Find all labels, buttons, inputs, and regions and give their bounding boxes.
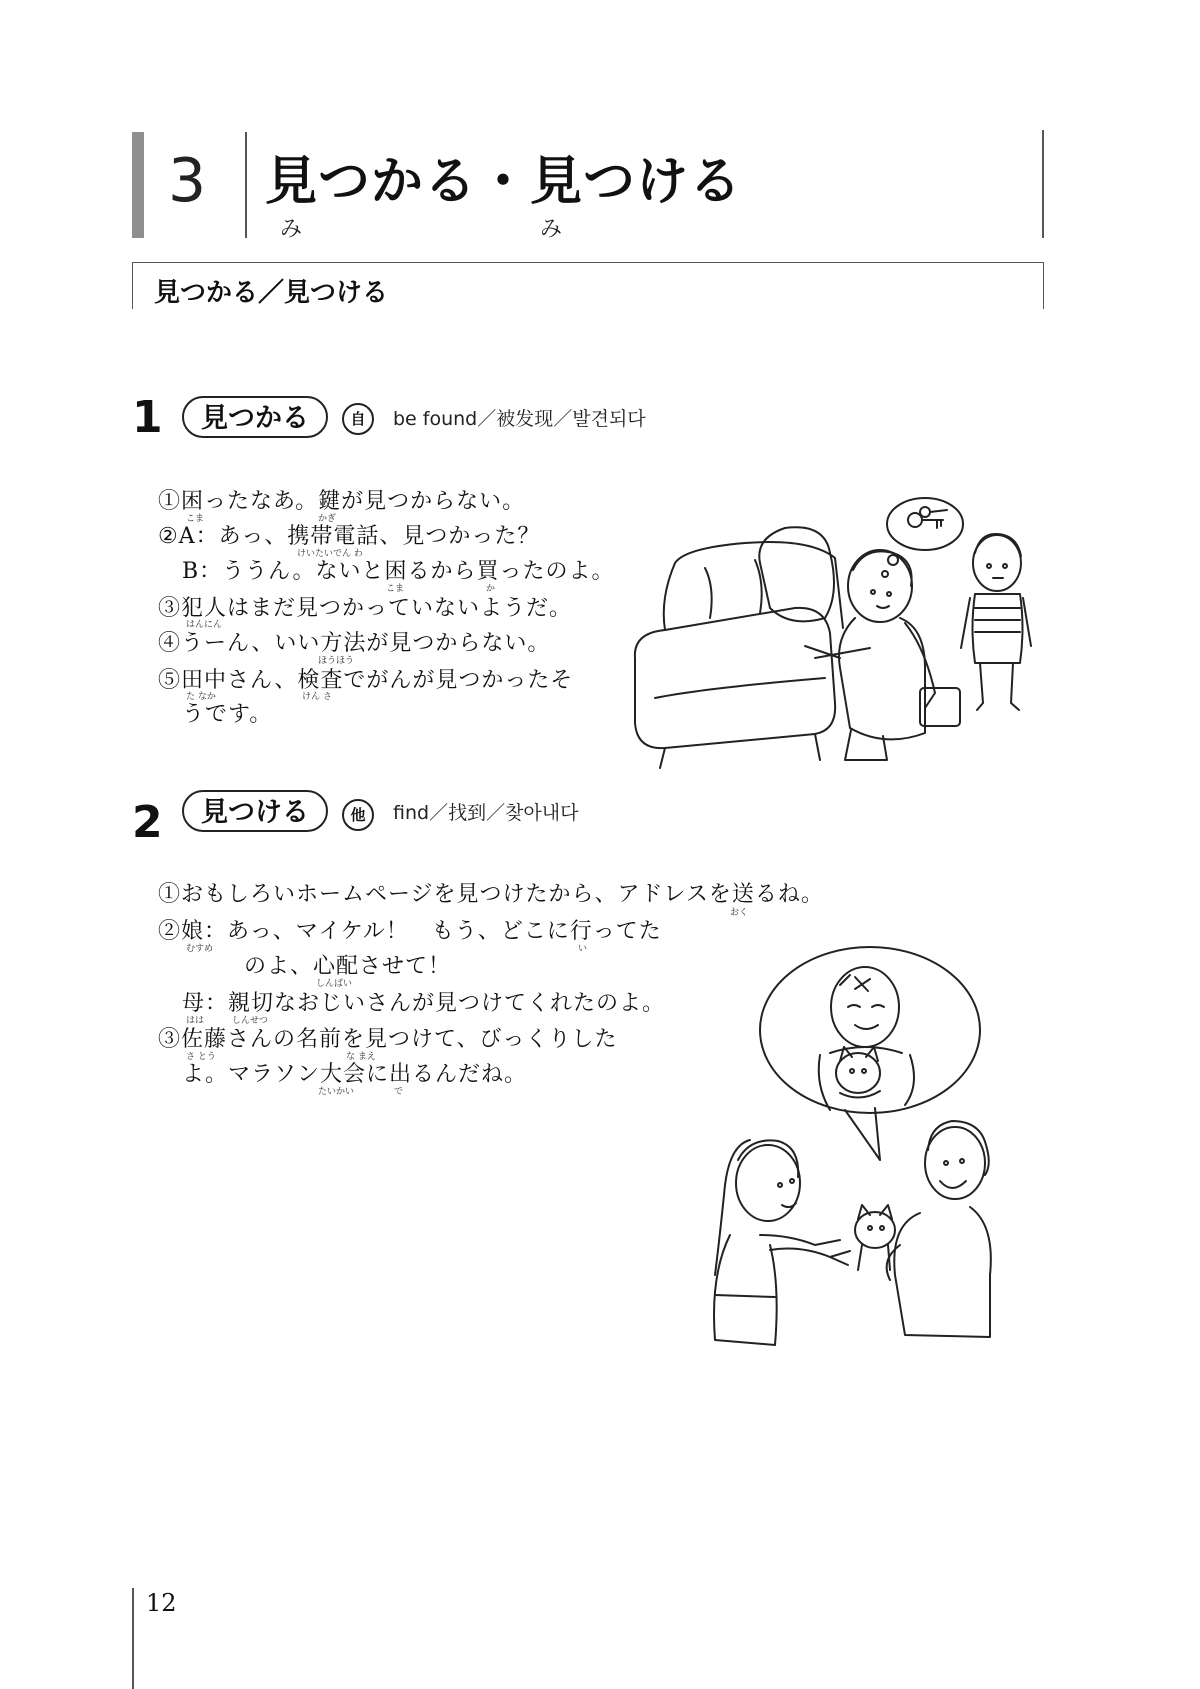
example-sentence: B：ううん。ないと困るから買ったのよ。 xyxy=(182,559,615,584)
furigana: か xyxy=(486,584,496,594)
example-sentence: よ。マラソン大会に出るんだね。 xyxy=(182,1062,528,1087)
furigana: けいたいでん わ xyxy=(297,549,363,559)
furigana: さ とう xyxy=(186,1052,216,1062)
example-sentence: ①おもしろいホームページを見つけたから、アドレスを送るね。 xyxy=(158,882,824,907)
vocab-word-pill: 見つける xyxy=(182,790,328,832)
vocab-word-pill: 見つかる xyxy=(182,396,328,438)
chapter-accent-bar xyxy=(132,132,144,238)
chapter-title-ruby: み xyxy=(540,217,563,242)
furigana: ほうほう xyxy=(318,656,355,666)
word-meaning: find／找到／찾아내다 xyxy=(393,802,579,824)
furigana: はは xyxy=(186,1016,205,1026)
section-number: 2 xyxy=(132,797,163,848)
furigana: で xyxy=(394,1087,404,1097)
page-number-rule xyxy=(132,1588,134,1689)
section-number: 1 xyxy=(132,392,163,443)
furigana: こま xyxy=(386,584,405,594)
chapter-title-ruby: み xyxy=(280,217,303,242)
furigana: むすめ xyxy=(186,944,214,954)
furigana: しんぱい xyxy=(316,979,353,989)
chapter-right-rule xyxy=(1042,130,1044,238)
chapter-number: 3 xyxy=(168,146,207,216)
word-meaning: be found／被发现／발견되다 xyxy=(393,408,646,430)
example-sentence: ④うーん、いい方法が見つからない。 xyxy=(158,631,551,656)
transitive-badge: 他 xyxy=(342,799,374,831)
found-cat-illustration xyxy=(690,945,1050,1365)
example-sentence: ②娘：あっ、マイケル！ もう、どこに行ってた xyxy=(158,919,662,944)
page-number: 12 xyxy=(146,1589,177,1617)
example-sentence: ①困ったなあ。鍵が見つからない。 xyxy=(158,489,526,514)
furigana: おく xyxy=(730,908,749,918)
furigana: はんにん xyxy=(186,620,223,630)
example-sentence: ②A：あっ、携帯電話、見つかった？ xyxy=(158,524,541,549)
example-sentence: ⑤田中さん、検査でがんが見つかったそ xyxy=(158,668,574,693)
example-sentence: うです。 xyxy=(182,702,273,727)
furigana: たいかい xyxy=(318,1087,355,1097)
example-sentence: のよ、心配させて！ xyxy=(244,954,452,979)
furigana: い xyxy=(578,944,588,954)
example-sentence: ③犯人はまだ見つかっていないようだ。 xyxy=(158,596,573,621)
furigana: こま xyxy=(186,514,205,524)
sofa-search-illustration xyxy=(625,498,1045,778)
furigana: けん さ xyxy=(302,692,332,702)
example-sentence: ③佐藤さんの名前を見つけて、びっくりした xyxy=(158,1027,618,1052)
furigana: な まえ xyxy=(346,1052,376,1062)
furigana: た なか xyxy=(186,692,216,702)
subheading: 見つかる／見つける xyxy=(154,278,389,308)
furigana: しんせつ xyxy=(232,1016,269,1026)
chapter-divider xyxy=(245,132,247,238)
example-sentence: 母：親切なおじいさんが見つけてくれたのよ。 xyxy=(182,991,666,1016)
furigana: かぎ xyxy=(318,514,337,524)
chapter-title: 見つかる・見つける xyxy=(265,152,743,212)
intransitive-badge: 自 xyxy=(342,403,374,435)
